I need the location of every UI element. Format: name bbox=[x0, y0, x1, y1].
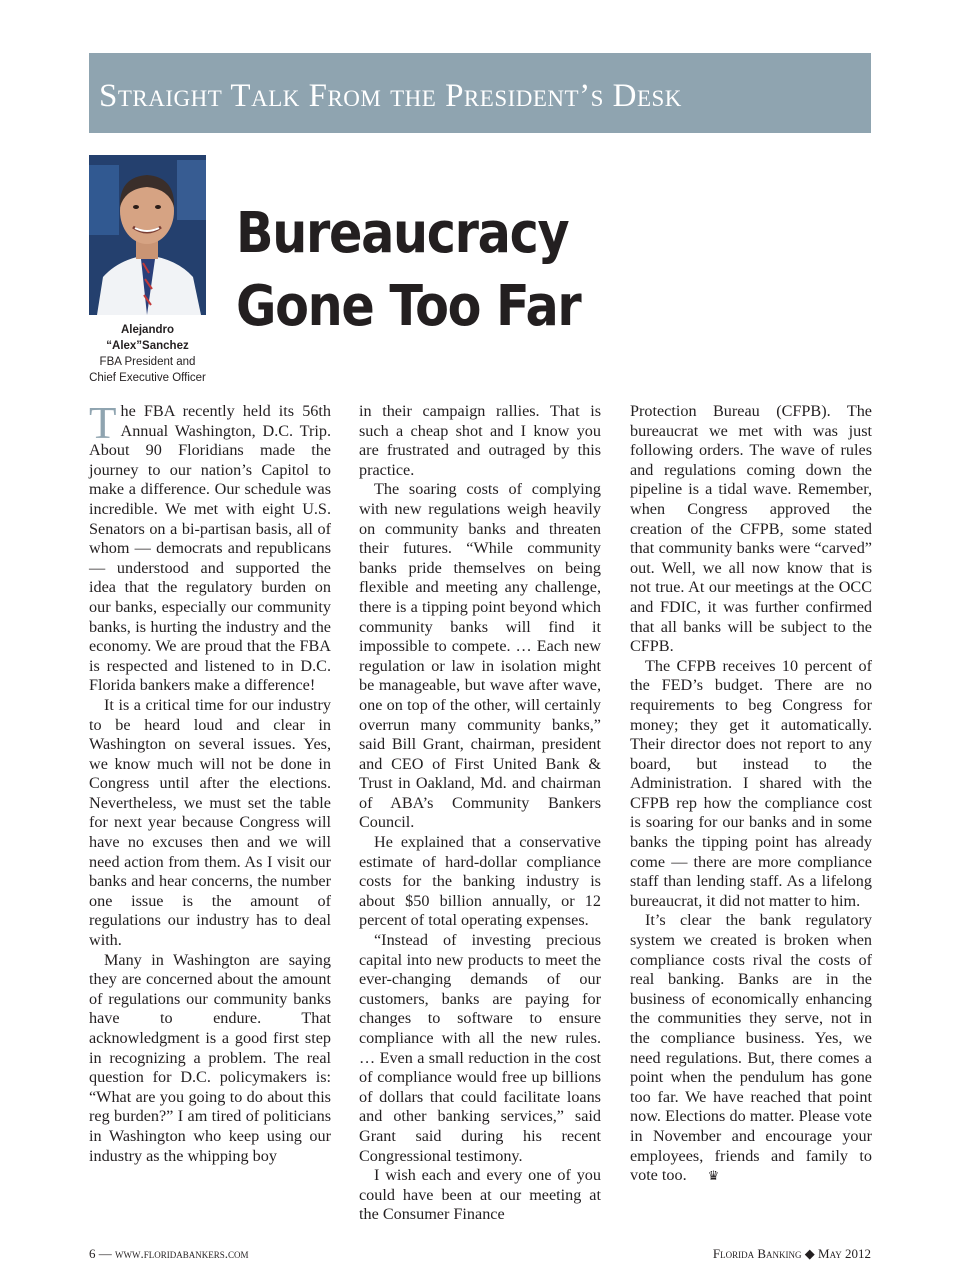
article-paragraph: I wish each and every one of you could have been at our meeting at the Consumer Finance bbox=[359, 1166, 601, 1224]
author-name-line2: “Alex”Sanchez bbox=[106, 340, 189, 352]
article-paragraph: “Instead of investing precious capital into new products to meet the ever-changing demands of our customers, banks are paying for changes to software to ensure compliance with all the new rules. … Even a small reduction in the cost of compliance would free up billions of dollars that could facilitate loans and other banking services,” said Grant said during his recent Congressional testimony. bbox=[359, 931, 601, 1165]
section-title: Straight Talk From the President’s Desk bbox=[99, 78, 682, 114]
author-title-line1: FBA President and bbox=[99, 356, 196, 368]
footer-page-url: 6 — www.floridabankers.com bbox=[89, 1246, 249, 1261]
headline-line2: Gone Too Far bbox=[236, 274, 581, 339]
article-paragraph: It is a critical time for our industry to be heard loud and clear in Washington on several issues. Yes, we know much will not be done in Congress until after the elections. Nevertheless, we must set the table for next year because Congress will have no excuses then and we will need action from them. As I visit our banks and hear concerns, the number one issue is the amount of regulations our industry has to deal with. bbox=[89, 695, 331, 950]
article-column-3 bbox=[630, 402, 872, 1186]
author-title-line2: Chief Executive Officer bbox=[89, 372, 206, 384]
headline-line1: Bureaucracy bbox=[236, 201, 569, 266]
paragraph-text: he FBA recently held its 56th Annual Washington, D.C. Trip. About 90 Floridians made the journey to our nation’s Capitol to make a difference. Our schedule was incredible. We met with eight U.S. Senators on a bi-partisan basis, all of whom — democrats and republicans — understood and supported the idea that the regulatory burden on our banks, especially our community banks, is hurting the industry and the economy. We are proud that the FBA is respected and listened to in D.C. Florida bankers make a difference! bbox=[89, 402, 331, 695]
author-name-line1: Alejandro bbox=[120, 324, 175, 336]
footer-publication: Florida Banking ◆ May 2012 bbox=[712, 1246, 871, 1261]
article-column-2 bbox=[359, 402, 601, 1225]
end-mark-icon: ♛ bbox=[707, 1168, 720, 1184]
article-paragraph: The soaring costs of complying with new regulations weigh heavily on community banks and threaten their futures. “While community banks pride themselves on being flexible and meeting any challenge, there is a tipping point beyond which community banks will find it impossible to compete. … Each new regulation or law in isolation might be manageable, but wave after wave, one on top of the other, will certainly overrun many community banks,” said Bill Grant, chairman, president and CEO of First United Bank & Trust in Oakland, Md. and chairman of ABA’s Community Bankers Council. bbox=[359, 480, 601, 832]
article-paragraph: Many in Washington are saying they are concerned about the amount of regulations our community banks have to endure. That acknowledgment is a good first step in recognizing a problem. The real question for D.C. policymakers is: “What are you going to do about this reg burden?” I am tired of politicians in Washington who keep using our industry as the whipping boy bbox=[89, 950, 331, 1165]
drop-cap: T bbox=[89, 398, 117, 448]
paragraph-text: It’s clear the bank regulatory system we created is broken when compliance costs rival the costs of real banking. Banks are in the business of economically enhancing the communities they serve, not in the compliance business. Yes, we need regulations. But, there comes a point when the pendulum has gone too far. We have reached that point now. Elections do matter. Please vote in November and encourage your employees, friends and family to vote too. bbox=[630, 911, 872, 1185]
article-paragraph: The CFPB receives 10 percent of the FED’s budget. There are no requirements to beg Congress for money; they get it automatically. Their director does not report to any board, but instead to the Administration. I shared with the CFPB rep how the compliance cost is soaring for our banks and in some banks the tipping point has already come — there are more compliance staff than lending staff. As a lifelong bureaucrat, it did not matter to him. bbox=[630, 656, 872, 910]
article-column-1 bbox=[89, 398, 331, 1166]
article-paragraph bbox=[630, 911, 872, 1185]
article-paragraph: He explained that a conservative estimate of hard-dollar compliance costs for the banking industry is about $50 billion annually, or 12 percent of total operating expenses. bbox=[359, 833, 601, 930]
article-headline bbox=[236, 197, 694, 343]
article-paragraph bbox=[89, 398, 331, 696]
author-photo bbox=[89, 155, 206, 315]
article-paragraph: Protection Bureau (CFPB). The bureaucrat we met with was just following orders. The wave of rules and regulations coming down the pipeline is a tidal wave. Remember, when Congress approved the creation of the CFPB, some stated that community banks were “carved” out. Well, we all now know that is not true. At our meetings at the OCC and FDIC, it was further confirmed that all banks will be subject to the CFPB. bbox=[630, 402, 872, 656]
author-caption bbox=[89, 322, 206, 386]
article-paragraph: in their campaign rallies. That is such a cheap shot and I know you are frustrated and outraged by this practice. bbox=[359, 402, 601, 479]
section-banner bbox=[89, 53, 871, 133]
author-portrait-icon bbox=[89, 155, 206, 315]
